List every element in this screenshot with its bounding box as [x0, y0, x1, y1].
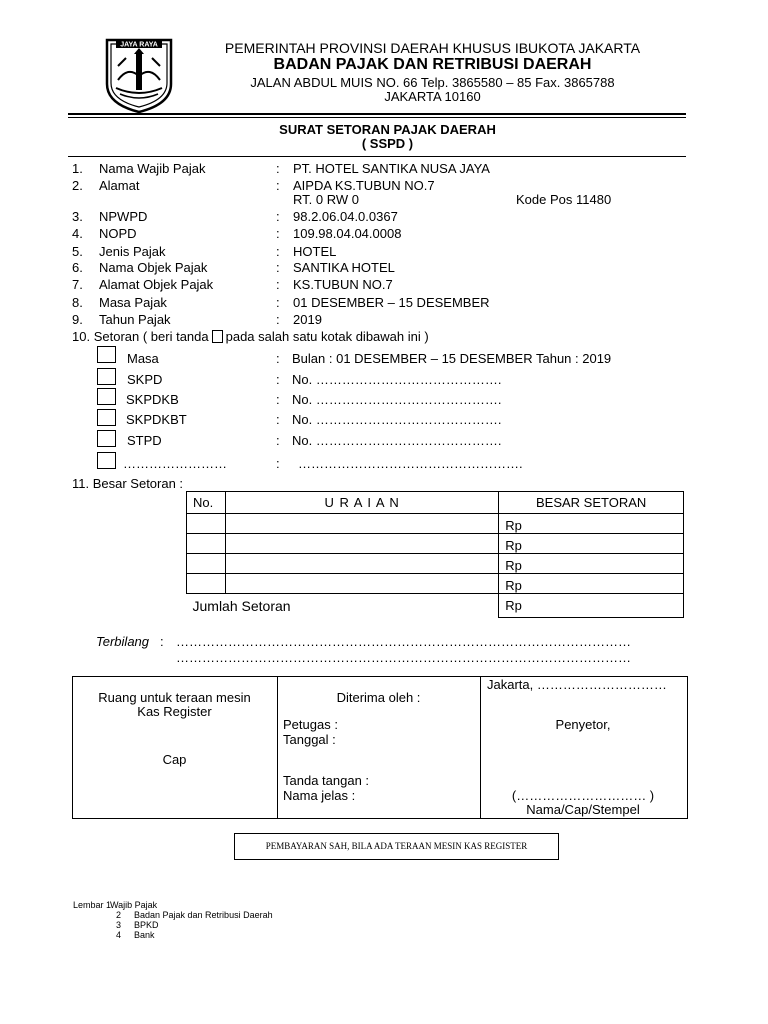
- option-colon: :: [276, 351, 280, 366]
- header-address: JALAN ABDUL MUIS NO. 66 Telp. 3865580 – 85 Fax. 3865788: [250, 75, 615, 90]
- field-value-rt-rw[interactable]: RT. 0 RW 0: [293, 192, 359, 207]
- field-label: Tahun Pajak: [99, 312, 171, 327]
- row-amount-cell[interactable]: Rp: [499, 534, 684, 554]
- field-value[interactable]: HOTEL: [293, 244, 337, 259]
- option-value[interactable]: …………………………………………….: [298, 456, 523, 471]
- row-uraian-cell[interactable]: [225, 514, 498, 534]
- checkbox-stpd[interactable]: [97, 430, 116, 447]
- option-label: STPD: [127, 433, 162, 448]
- checkbox-skpdkb[interactable]: [97, 388, 116, 405]
- document-subtitle: ( SSPD ): [361, 136, 414, 151]
- setoran-number: 10.: [72, 329, 91, 344]
- title-divider: [68, 156, 686, 157]
- option-colon: :: [276, 372, 280, 387]
- column-header-uraian: U R A I A N: [225, 492, 498, 514]
- kas-register-label-2: Kas Register: [137, 704, 212, 719]
- option-value[interactable]: No. …………………………………….: [292, 433, 502, 448]
- option-label: SKPDKBT: [126, 412, 187, 427]
- payment-validity-note: PEMBAYARAN SAH, BILA ADA TERAAN MESIN KAS REGISTER: [234, 833, 559, 860]
- place-date-field[interactable]: Jakarta, …………………………: [487, 677, 667, 692]
- option-value[interactable]: No. …………………………………….: [292, 372, 502, 387]
- row-no-cell[interactable]: [187, 554, 226, 574]
- row-no-cell[interactable]: [187, 514, 226, 534]
- field-value[interactable]: 2019: [293, 312, 322, 327]
- terbilang-line-1[interactable]: ……………………………………………………………………………………………: [176, 634, 631, 649]
- field-value[interactable]: 109.98.04.04.0008: [293, 226, 402, 241]
- field-value[interactable]: 98.2.06.04.0.0367: [293, 209, 398, 224]
- column-header-besar-setoran: BESAR SETORAN: [499, 492, 684, 514]
- table-header-row: [187, 492, 684, 514]
- table-row: [187, 554, 684, 574]
- table-row: [187, 514, 684, 534]
- field-colon: :: [276, 226, 280, 241]
- option-label: SKPDKB: [126, 392, 179, 407]
- field-value[interactable]: KS.TUBUN NO.7: [293, 277, 393, 292]
- copy-recipient: Bank: [134, 930, 155, 940]
- row-no-cell[interactable]: [187, 534, 226, 554]
- field-label: Masa Pajak: [99, 295, 167, 310]
- field-label: Alamat Objek Pajak: [99, 277, 214, 292]
- document-title: SURAT SETORAN PAJAK DAERAH: [279, 122, 496, 137]
- row-amount-cell[interactable]: Rp: [499, 574, 684, 594]
- kas-register-label: Ruang untuk teraan mesin: [98, 690, 251, 705]
- jaya-raya-shield-icon: [104, 36, 174, 114]
- field-label: Nama Wajib Pajak: [99, 161, 206, 176]
- field-number: 9.: [72, 312, 83, 327]
- dki-emblem-logo: [104, 36, 174, 114]
- header-city: JAKARTA 10160: [384, 89, 481, 104]
- field-colon: :: [276, 295, 280, 310]
- cap-label: Cap: [162, 752, 187, 767]
- field-number: 4.: [72, 226, 83, 241]
- terbilang-label: Terbilang: [96, 634, 150, 649]
- field-value[interactable]: PT. HOTEL SANTIKA NUSA JAYA: [293, 161, 490, 176]
- option-colon: :: [276, 433, 280, 448]
- checkbox-masa[interactable]: [97, 346, 116, 363]
- tanda-tangan-field[interactable]: Tanda tangan :: [283, 773, 370, 788]
- field-colon: :: [276, 161, 280, 176]
- terbilang-colon: :: [160, 634, 164, 649]
- field-label: Alamat: [99, 178, 140, 193]
- besar-setoran-heading: 11. Besar Setoran :: [72, 476, 184, 491]
- field-value[interactable]: 01 DESEMBER – 15 DESEMBER: [293, 295, 490, 310]
- penyetor-name-field[interactable]: (………………………… ): [511, 788, 655, 803]
- field-label: NOPD: [99, 226, 137, 241]
- tanggal-field[interactable]: Tanggal :: [283, 732, 336, 747]
- copy-recipient: Wajib Pajak: [110, 900, 158, 910]
- penyetor-label: Penyetor,: [555, 717, 611, 732]
- field-colon: :: [276, 312, 280, 327]
- option-value[interactable]: No. …………………………………….: [292, 392, 502, 407]
- field-colon: :: [276, 178, 280, 193]
- header-divider-thin: [68, 117, 686, 118]
- option-colon: :: [276, 456, 280, 471]
- checkbox-sample-icon: [212, 330, 223, 343]
- field-postal-code[interactable]: Kode Pos 11480: [516, 192, 612, 207]
- field-value[interactable]: AIPDA KS.TUBUN NO.7: [293, 178, 435, 193]
- field-label: Nama Objek Pajak: [99, 260, 208, 275]
- row-uraian-cell[interactable]: [225, 574, 498, 594]
- table-row: [187, 574, 684, 594]
- field-number: 5.: [72, 244, 83, 259]
- field-number: 8.: [72, 295, 83, 310]
- copy-number: 3: [116, 920, 122, 930]
- option-label: Masa: [127, 351, 159, 366]
- copy-recipient: Badan Pajak dan Retribusi Daerah: [134, 910, 273, 920]
- table-row: [187, 534, 684, 554]
- total-label: Jumlah Setoran: [187, 594, 499, 618]
- setoran-instruction-start: Setoran ( beri tanda: [93, 329, 209, 344]
- option-value[interactable]: Bulan : 01 DESEMBER – 15 DESEMBER Tahun : 2019: [292, 351, 612, 366]
- terbilang-line-2[interactable]: ……………………………………………………………………………………………: [176, 650, 631, 665]
- field-colon: :: [276, 209, 280, 224]
- field-number: 1.: [72, 161, 83, 176]
- row-uraian-cell[interactable]: [225, 534, 498, 554]
- petugas-field[interactable]: Petugas :: [283, 717, 338, 732]
- field-label: Jenis Pajak: [99, 244, 166, 259]
- option-colon: :: [276, 412, 280, 427]
- diterima-oleh-label: Diterima oleh :: [336, 690, 421, 705]
- row-no-cell[interactable]: [187, 574, 226, 594]
- option-colon: :: [276, 392, 280, 407]
- setoran-heading: [72, 329, 429, 344]
- header-government-name: PEMERINTAH PROVINSI DAERAH KHUSUS IBUKOTA JAKARTA: [224, 40, 641, 56]
- table-total-row: [187, 594, 684, 618]
- setoran-table: [186, 491, 684, 618]
- checkbox-other[interactable]: [97, 452, 116, 469]
- stamp-caption: Nama/Cap/Stempel: [526, 802, 640, 817]
- header-agency-name: BADAN PAJAK DAN RETRIBUSI DAERAH: [273, 56, 592, 73]
- field-label: NPWPD: [99, 209, 148, 224]
- copy-number: Lembar 1: [73, 900, 112, 910]
- copy-recipient: BPKD: [134, 920, 159, 930]
- row-amount-cell[interactable]: Rp: [499, 554, 684, 574]
- field-number: 2.: [72, 178, 83, 193]
- option-label[interactable]: ……………………: [123, 456, 227, 471]
- header-divider-thick: [68, 113, 686, 115]
- option-label: SKPD: [127, 372, 163, 387]
- field-number: 6.: [72, 260, 83, 275]
- checkbox-skpdkbt[interactable]: [97, 409, 116, 426]
- row-amount-cell[interactable]: Rp: [499, 514, 684, 534]
- field-colon: :: [276, 277, 280, 292]
- option-value[interactable]: No. …………………………………….: [292, 412, 502, 427]
- nama-jelas-field[interactable]: Nama jelas :: [283, 788, 356, 803]
- field-colon: :: [276, 260, 280, 275]
- total-amount-cell[interactable]: Rp: [499, 594, 684, 618]
- checkbox-skpd[interactable]: [97, 368, 116, 385]
- field-number: 7.: [72, 277, 83, 292]
- field-value[interactable]: SANTIKA HOTEL: [293, 260, 395, 275]
- setoran-instruction-end: pada salah satu kotak dibawah ini ): [225, 329, 429, 344]
- copy-number: 4: [116, 930, 122, 940]
- copy-number: 2: [116, 910, 122, 920]
- emblem-text: JAYA RAYA: [120, 41, 158, 49]
- column-header-no: No.: [187, 492, 226, 514]
- row-uraian-cell[interactable]: [225, 554, 498, 574]
- field-colon: :: [276, 244, 280, 259]
- field-number: 3.: [72, 209, 83, 224]
